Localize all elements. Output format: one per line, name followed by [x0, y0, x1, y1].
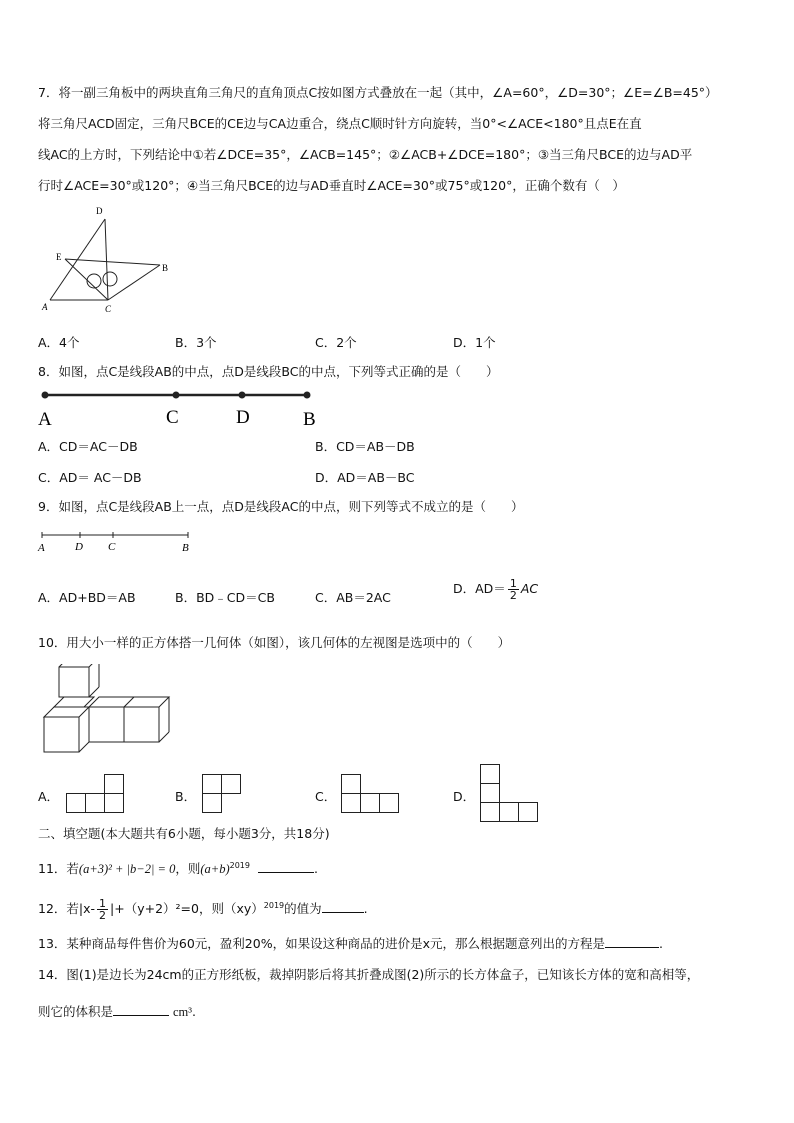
q10-option-b-letter[interactable]: B． — [175, 789, 197, 804]
q8-option-b[interactable]: B．CD＝AB－DB — [315, 439, 415, 454]
q12-frac-num: 1 — [99, 897, 107, 911]
q13-line — [38, 935, 663, 953]
q8-option-a[interactable]: A．CD＝AC－DB — [38, 439, 138, 454]
q12-suffix: 的值为 — [284, 901, 322, 917]
q7-label-e: E — [56, 252, 62, 262]
section-heading-fill-in: 二、填空题(本大题共有6小题，每小题3分，共18分) — [38, 826, 330, 841]
q11-line — [38, 857, 318, 878]
q9-frac-num: 1 — [509, 577, 517, 590]
q7-option-d[interactable]: D．1个 — [453, 335, 496, 350]
q12-fraction — [97, 898, 108, 921]
q10-option-a-letter[interactable]: A． — [38, 789, 60, 804]
q9-frac-den: 2 — [509, 589, 517, 602]
q10-cube-solid-figure — [40, 664, 172, 760]
q10-option-c-letter[interactable]: C． — [315, 789, 337, 804]
q11-exponent: 2019 — [229, 861, 250, 870]
q13-text: 13．某种商品每件售价为60元，盈利20%，如果设这种商品的进价是x元，那么根据题意列出的方程是 — [38, 936, 605, 951]
q8-segment-figure — [36, 386, 326, 430]
q8-label-b: B — [303, 409, 316, 430]
q12-prefix: 12．若|x- — [38, 901, 96, 917]
q14-line1: 14．图(1)是边长为24cm的正方形纸板，裁掉阴影后将其折叠成图(2)所示的长方体盒子，已知该长方体的宽和高相等， — [38, 967, 700, 982]
q7-stem-line2: 将三角尺ACD固定，三角尺BCE的CE边与CA边重合，绕点C顺时针方向旋转，当0°<∠ACE<180°且点E在直 — [38, 116, 642, 131]
q11-end: . — [313, 861, 318, 877]
q9-label-a: A — [38, 542, 45, 554]
q13-end: . — [659, 936, 663, 951]
q9-option-d-label: D．AD＝ — [453, 581, 506, 596]
q12-end: . — [363, 901, 368, 917]
q9-option-d[interactable] — [453, 578, 538, 601]
q11-answer-blank[interactable] — [258, 860, 314, 873]
q11-expr: (a+3)² + |b−2| = 0 — [78, 862, 176, 877]
q7-option-a[interactable]: A．4个 — [38, 335, 80, 350]
q11-prefix: 11．若 — [38, 861, 79, 877]
q10-option-d-view[interactable] — [480, 764, 542, 824]
q8-label-a: A — [38, 409, 52, 430]
q9-stem: 9．如图，点C是线段AB上一点，点D是线段AC的中点，则下列等式不成立的是（ ） — [38, 499, 524, 514]
q9-option-d-fraction — [508, 578, 519, 601]
q9-option-b[interactable]: B．BD﹣CD＝CB — [175, 590, 275, 605]
q7-stem-line1: 7．将一副三角板中的两块直角三角尺的直角顶点C按如图方式叠放在一起（其中，∠A=60°，∠D=30°；∠E=∠B=45°） — [38, 85, 718, 100]
q8-option-c[interactable]: C．AD＝ AC－DB — [38, 470, 142, 485]
q9-option-c[interactable]: C．AB＝2AC — [315, 590, 391, 605]
q9-option-d-tail: AC — [520, 581, 539, 596]
q7-option-b[interactable]: B．3个 — [175, 335, 217, 350]
q14-unit: cm³ — [173, 1005, 193, 1019]
q11-mid: ，则 — [175, 861, 201, 877]
q12-line — [38, 897, 368, 921]
q8-stem: 8．如图，点C是线段AB的中点，点D是线段BC的中点，下列等式正确的是（ ） — [38, 364, 499, 379]
q8-option-d[interactable]: D．AD＝AB－BC — [315, 470, 415, 485]
q12-frac-den: 2 — [99, 909, 107, 923]
q12-answer-blank[interactable] — [322, 900, 364, 913]
q14-line2 — [38, 1003, 196, 1021]
q12-mid: |+（y+2）²=0，则（xy） — [110, 901, 264, 917]
q12-exponent: 2019 — [263, 901, 285, 910]
q11-expr2: (a+b) — [200, 862, 230, 877]
q13-answer-blank[interactable] — [605, 935, 659, 948]
q10-option-c-view[interactable] — [341, 774, 403, 814]
q7-label-a: A — [42, 302, 48, 312]
q14-end: . — [192, 1004, 197, 1019]
q9-segment-figure — [36, 530, 196, 556]
q8-label-d: D — [236, 407, 250, 428]
q8-label-c: C — [166, 407, 179, 428]
q10-option-b-view[interactable] — [202, 774, 246, 814]
q9-label-c: C — [108, 541, 116, 553]
q7-label-c: C — [105, 304, 112, 314]
q7-label-d: D — [96, 206, 103, 216]
q9-label-b: B — [182, 542, 189, 554]
q7-label-b: B — [162, 263, 169, 273]
q10-option-d-letter[interactable]: D． — [453, 789, 476, 804]
q9-label-d: D — [75, 541, 83, 553]
q7-triangle-figure — [38, 202, 178, 317]
q9-option-a[interactable]: A．AD+BD＝AB — [38, 590, 136, 605]
q10-option-a-view[interactable] — [66, 774, 128, 814]
q14-prefix: 则它的体积是 — [38, 1004, 114, 1019]
q10-stem: 10．用大小一样的正方体搭一几何体（如图），该几何体的左视图是选项中的（ ） — [38, 635, 511, 650]
q7-stem-line4: 行时∠ACE=30°或120°；④当三角尺BCE的边与AD垂直时∠ACE=30°或75°或120°，正确个数有（ ） — [38, 178, 625, 193]
q14-answer-blank[interactable] — [113, 1003, 169, 1016]
q7-option-c[interactable]: C．2个 — [315, 335, 357, 350]
q7-stem-line3: 线AC的上方时，下列结论中①若∠DCE=35°，∠ACB=145°；②∠ACB+∠DCE=180°；③当三角尺BCE的边与AD平 — [38, 147, 693, 162]
